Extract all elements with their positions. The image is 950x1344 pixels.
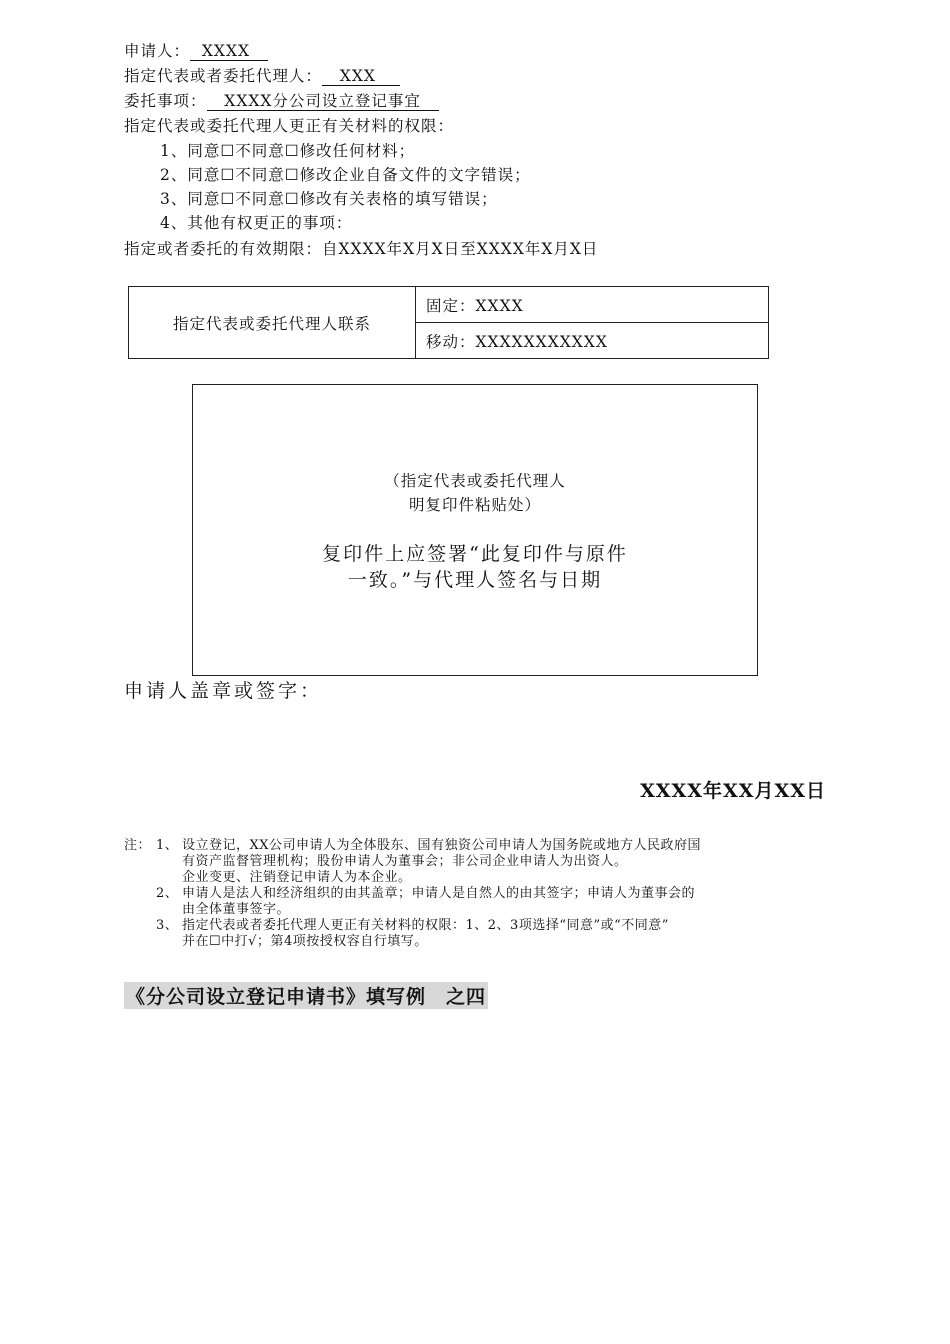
authority-item-4: 4、其他有权更正的事项： [160, 214, 353, 232]
applicant-line [124, 40, 268, 62]
note-item: 注： 1、 设立登记，XX公司申请人为全体股东、国有独资公司申请人为国务院或地方人民政府国 有资产监督管理机构；股份申请人为董事会；非公司企业申请人为出资人。 企业变更、注销登记申请人为本企业。 [124, 838, 702, 885]
applicant-label: 申请人： [124, 42, 191, 60]
id-copy-paste-box [192, 384, 758, 676]
sign-instruction: 复印件上应签署“此复印件与原件 一致。”与代理人签名与日期 [322, 543, 628, 591]
applicant-signature-label: 申请人盖章或签字： [124, 680, 323, 702]
agent-value: XXX [322, 68, 400, 86]
contact-mobile: 移动：XXXXXXXXXXX [416, 323, 769, 359]
contact-label: 指定代表或委托代理人联系 [129, 287, 416, 359]
authority-item-1: 1、同意☐不同意☐修改任何材料； [160, 142, 416, 160]
agent-label: 指定代表或者委托代理人： [124, 67, 323, 85]
authority-item-2: 2、同意☐不同意☐修改企业自备文件的文字错误； [160, 166, 531, 184]
authority-item-3: 3、同意☐不同意☐修改有关表格的填写错误； [160, 190, 498, 208]
notes-prefix: 注： [124, 838, 152, 853]
signature-date: XXXX年XX月XX日 [640, 780, 826, 802]
notes-section [124, 838, 834, 950]
matter-label: 委托事项： [124, 92, 207, 110]
applicant-value: XXXX [190, 43, 268, 61]
form-example-title: 《分公司设立登记申请书》填写例 之四 [124, 982, 488, 1009]
contact-table [128, 286, 769, 359]
matter-value: XXXX分公司设立登记事宜 [207, 93, 439, 111]
authority-title: 指定代表或委托代理人更正有关材料的权限： [124, 117, 455, 135]
agent-line [124, 65, 400, 87]
contact-fixed: 固定：XXXX [416, 287, 769, 323]
paste-instruction: （指定代表或委托代理人 明复印件粘贴处） [384, 472, 566, 514]
note-item: 3、 指定代表或者委托代理人更正有关材料的权限：1、2、3项选择“同意”或“不同意” 并在☐中打√；第4项按授权容自行填写。 [156, 918, 669, 949]
validity-line: 指定或者委托的有效期限：自XXXX年X月X日至XXXX年X月X日 [124, 240, 599, 258]
note-item: 2、 申请人是法人和经济组织的由其盖章；申请人是自然人的由其签字；申请人为董事会的 由全体董事签字。 [156, 886, 696, 917]
matter-line [124, 90, 439, 112]
